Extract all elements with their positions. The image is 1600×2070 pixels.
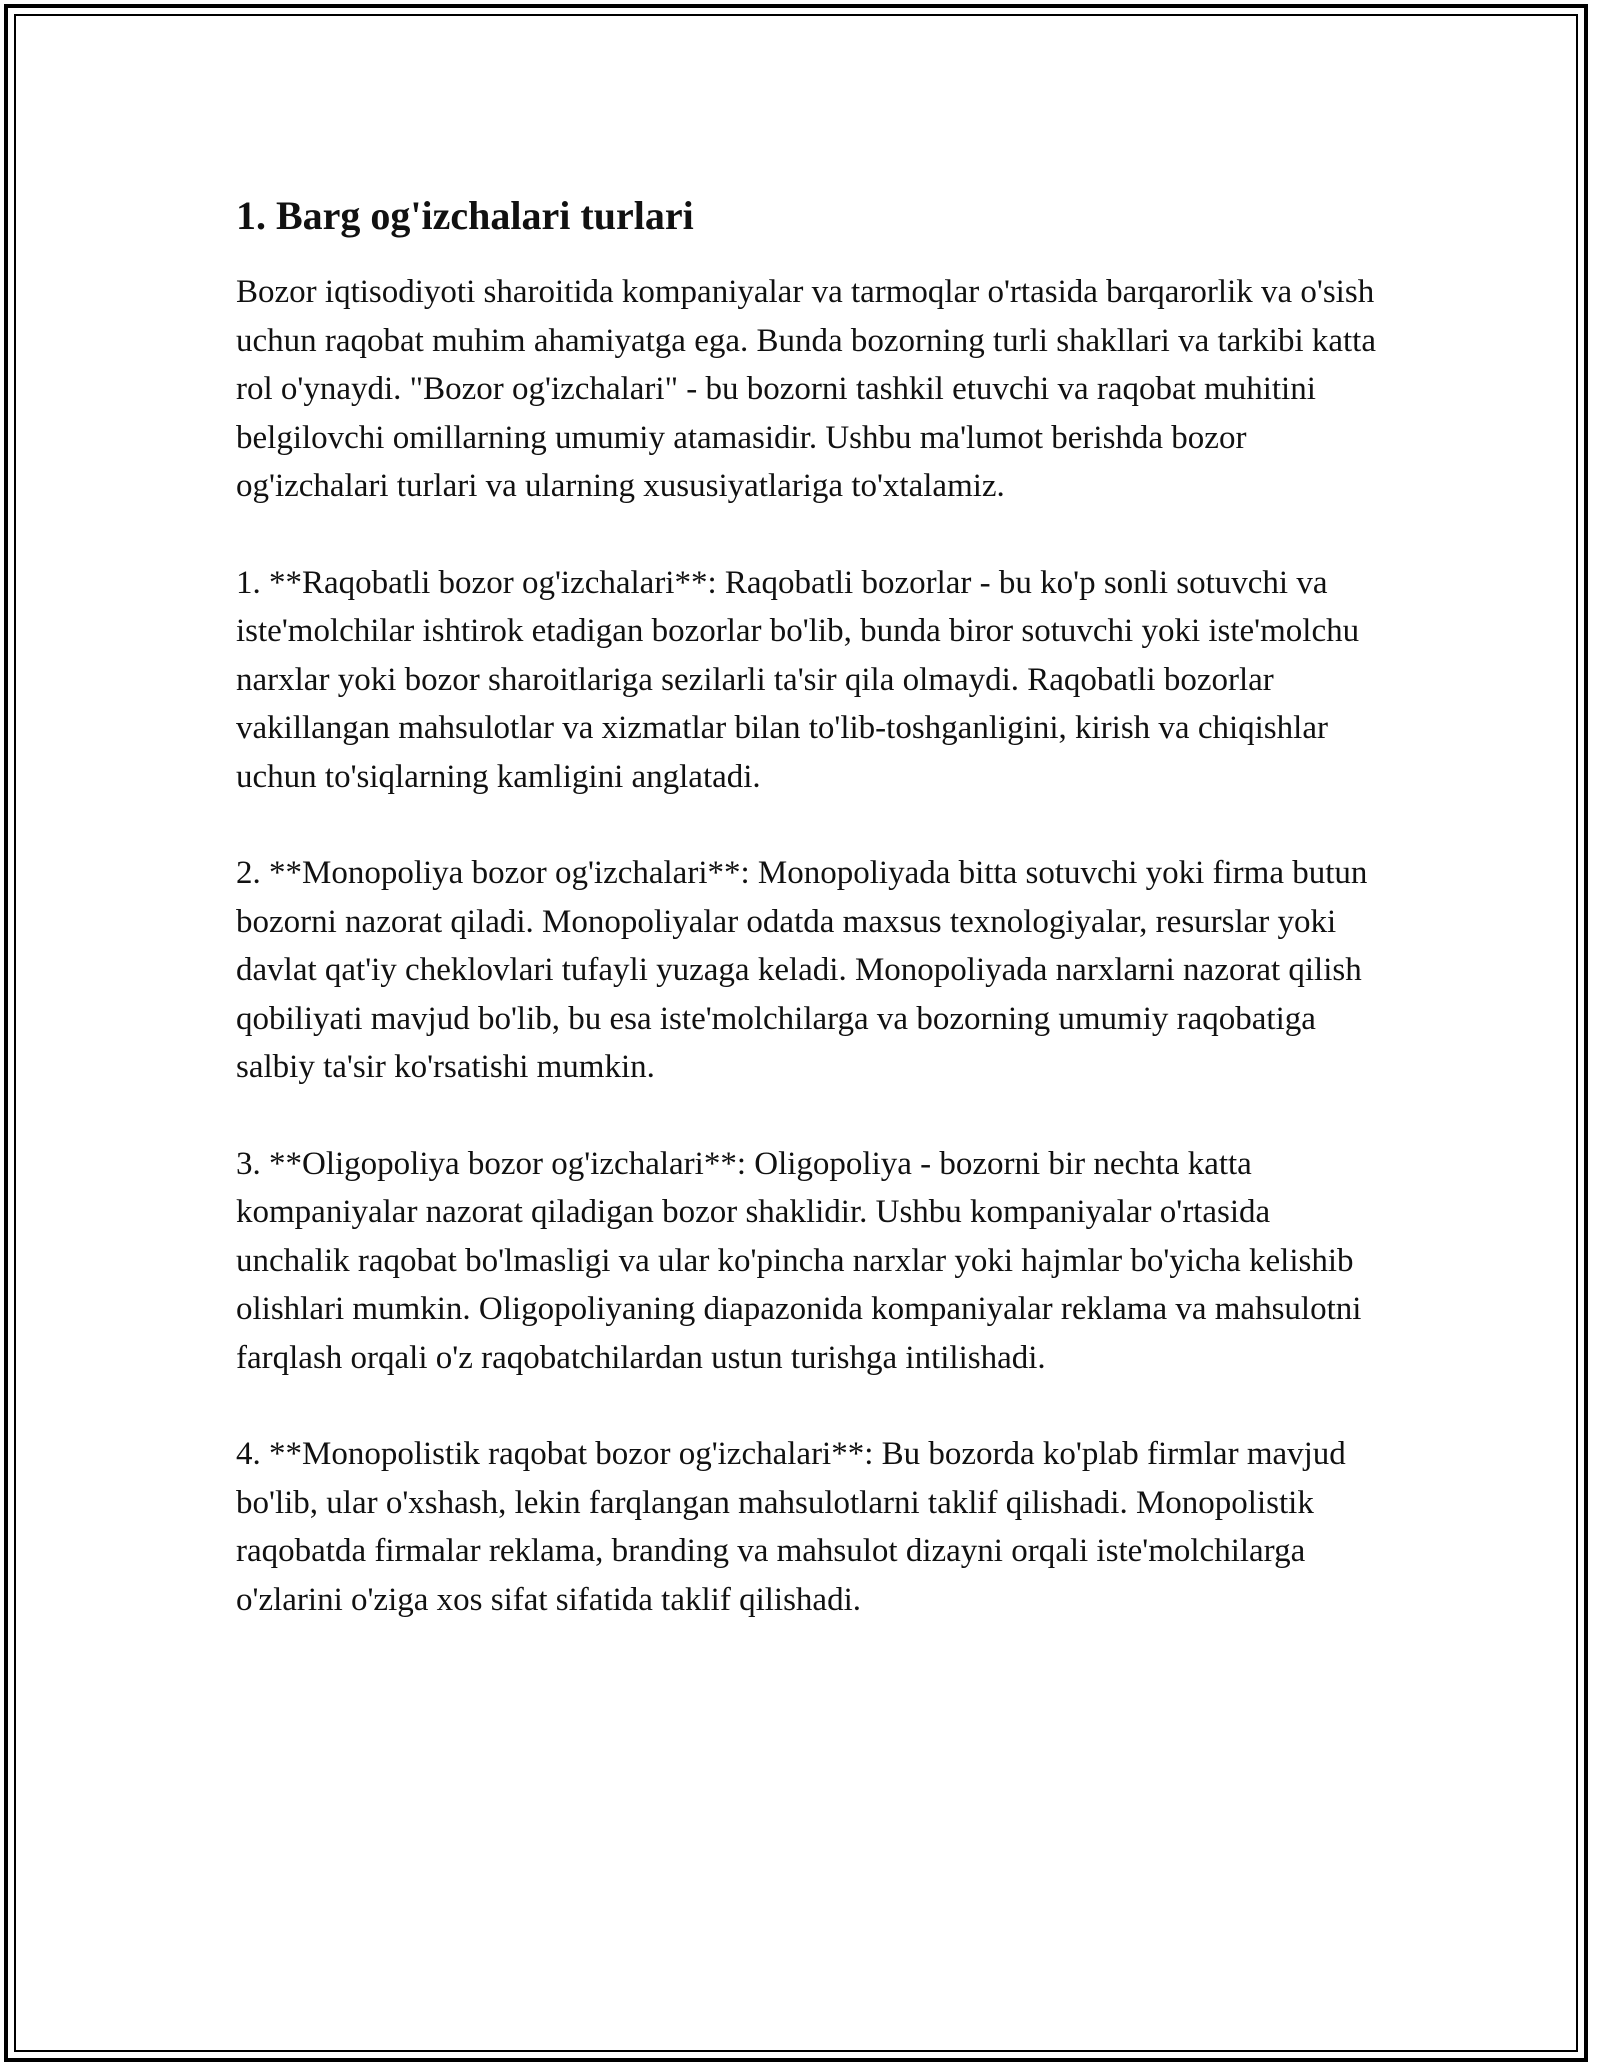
oligopoly-paragraph: 3. **Oligopoliya bozor og'izchalari**: Oligopoliya - bozorni bir nechta katta kompaniyalar nazorat qiladigan bozor shaklidir. Ushbu kompaniyalar o'rtasida unchalik raqobat bo'lmasligi va ular ko'pincha narxlar yoki hajmlar bo'yicha kelishib olishlari mumkin. Oligopoliyaning diapazonida kompaniyalar reklama va mahsulotni farqlash orqali o'z raqobatchilardan ustun turishga intilishadi.	[236, 1145, 1362, 1376]
competitive-market-paragraph: 1. **Raqobatli bozor og'izchalari**: Raqobatli bozorlar - bu ko'p sonli sotuvchi va iste'molchilar ishtirok etadigan bozorlar bo'lib, bunda biror sotuvchi yoki iste'molchu narxlar yoki bozor sharoitlariga sezilarli ta'sir qila olmaydi. Raqobatli bozorlar vakillangan mahsulotlar va xizmatlar bilan to'lib-toshganligini, kirish va chiqishlar uchun to'siqlarning kamligini anglatadi.	[236, 564, 1360, 795]
monopolistic-competition-paragraph: 4. **Monopolistik raqobat bozor og'izchalari**: Bu bozorda ko'plab firmlar mavjud bo'lib, ular o'xshash, lekin farqlangan mahsulotlarni taklif qilishadi. Monopolistik raqobatda firmalar reklama, branding va mahsulot dizayni orqali iste'molchilarga o'zlarini o'ziga xos sifat sifatida taklif qilishadi.	[236, 1436, 1346, 1618]
document-body	[236, 188, 1386, 1672]
page-title: 1. Barg og'izchalari turlari	[236, 193, 694, 238]
monopoly-paragraph: 2. **Monopoliya bozor og'izchalari**: Monopoliyada bitta sotuvchi yoki firma butun bozorni nazorat qiladi. Monopoliyalar odatda maxsus texnologiyalar, resurslar yoki davlat qat'iy cheklovlari tufayli yuzaga keladi. Monopoliyada narxlarni nazorat qilish qobiliyati mavjud bo'lib, bu esa iste'molchilarga va bozorning umumiy raqobatiga salbiy ta'sir ko'rsatishi mumkin.	[236, 855, 1368, 1085]
intro-paragraph: Bozor iqtisodiyoti sharoitida kompaniyalar va tarmoqlar o'rtasida barqarorlik va o'sish uchun raqobat muhim ahamiyatga ega. Bunda bozorning turli shakllari va tarkibi katta rol o'ynaydi. "Bozor og'izchalari" - bu bozorni tashkil etuvchi va raqobat muhitini belgilovchi omillarning umumiy atamasidir. Ushbu ma'lumot berishda bozor og'izchalari turlari va ularning xususiyatlariga to'xtalamiz.	[236, 274, 1376, 504]
